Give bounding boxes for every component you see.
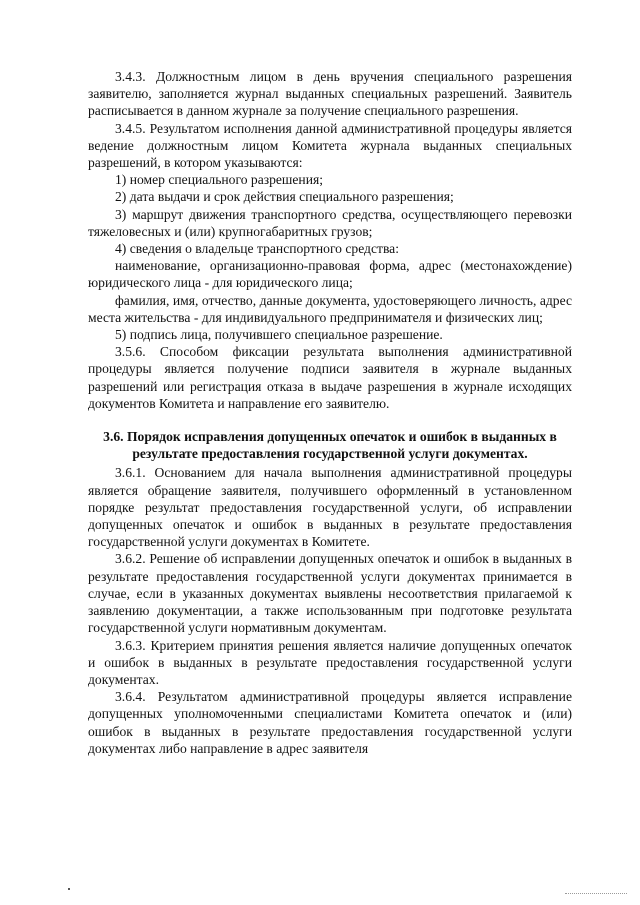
scan-speck (68, 888, 70, 890)
section-heading-3-6: 3.6. Порядок исправления допущенных опечаток и ошибок в выданных в результате предоставления государственной услуги документах. (103, 429, 557, 462)
list-item-5: 5) подпись лица, получившего специальное разрешение. (115, 327, 443, 343)
paragraph-3-6-4: 3.6.4. Результатом административной процедуры является исправление допущенных уполномоченными специалистами Комитета опечаток и (или) ошибок в выданных в результате предоставления государственной услуги документах либо направление в адрес заявителя (88, 689, 572, 756)
list-item-2: 2) дата выдачи и срок действия специального разрешения; (115, 189, 454, 205)
scan-edge-line (565, 893, 627, 895)
paragraph-3-6-1: 3.6.1. Основанием для начала выполнения административной процедуры является обращение заявителя, получившего оформленный в установленном порядке результат предоставления государственной услуги, об исправлении допущенных опечаток и ошибок в выданных в результате предоставления государственной услуги документах в Комитете. (88, 465, 572, 550)
paragraph-3-6-2: 3.6.2. Решение об исправлении допущенных опечаток и ошибок в выданных в результате предоставления государственной услуги документах принимается в случае, если в указанных документах выявлены несоответствия прилагаемой к заявлению документации, а также использованным при подготовке результата государственной услуги нормативным документам. (88, 551, 572, 636)
list-item-4-individual: фамилия, имя, отчество, данные документа, удостоверяющего личность, адрес места жительства - для индивидуального предпринимателя и физических лиц; (88, 292, 572, 325)
list-item-4-legal-entity: наименование, организационно-правовая форма, адрес (местонахождение) юридического лица - для юридического лица; (88, 258, 572, 291)
list-item-1: 1) номер специального разрешения; (115, 172, 324, 188)
paragraph-3-5-6: 3.5.6. Способом фиксации результата выполнения административной процедуры является получение подписи заявителя в журнале выданных разрешений или регистрация отказа в выдаче разрешения в журнале исходящих документов Комитета и направление его заявителю. (88, 344, 572, 411)
document-page (88, 68, 572, 757)
list-item-4: 4) сведения о владельце транспортного средства: (115, 241, 399, 257)
list-item-3: 3) маршрут движения транспортного средства, осуществляющего перевозки тяжеловесных и (или) крупногабаритных грузов; (88, 206, 572, 239)
paragraph-3-4-5: 3.4.5. Результатом исполнения данной административной процедуры является ведение должностным лицом Комитета журнала выданных специальных разрешений, в котором указываются: (88, 120, 572, 171)
paragraph-3-4-3: 3.4.3. Должностным лицом в день вручения специального разрешения заявителю, заполняется журнал выданных специальных разрешений. Заявитель расписывается в данном журнале за получение специального разрешения. (88, 69, 572, 119)
paragraph-3-6-3: 3.6.3. Критерием принятия решения является наличие допущенных опечаток и ошибок в выданных в результате предоставления государственной услуги документах. (88, 637, 572, 687)
